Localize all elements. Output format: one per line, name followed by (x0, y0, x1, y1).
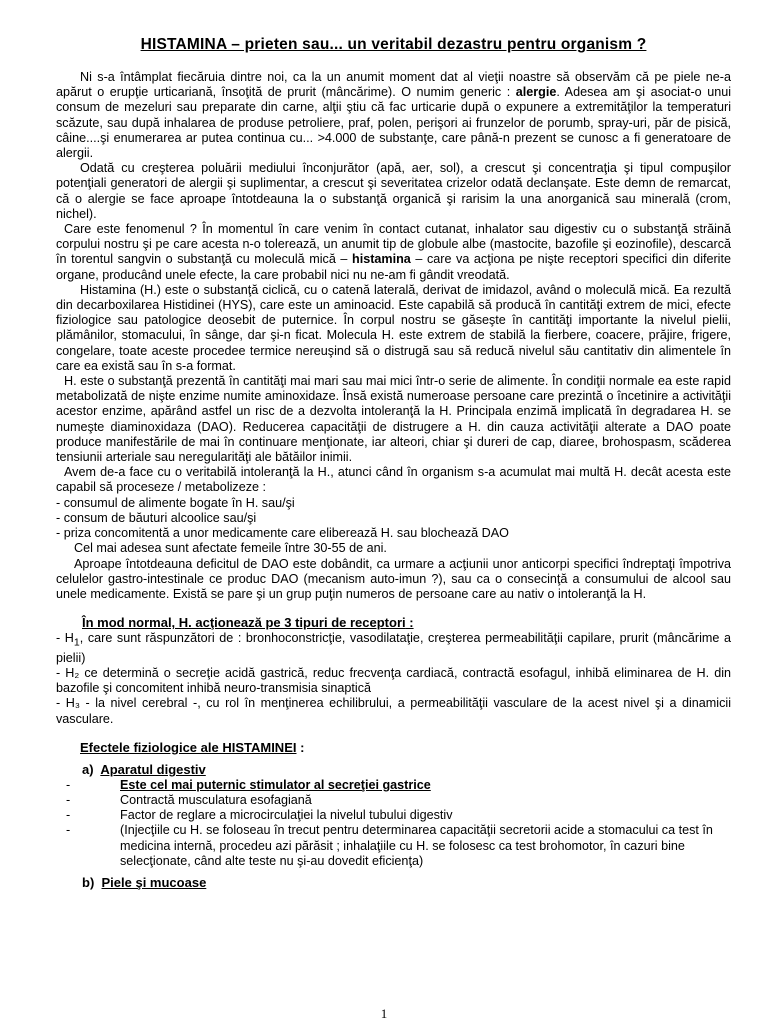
intro-paragraph-2: Odată cu creşterea poluării mediului înconjurător (apă, aer, sol), a crescut şi concentraţia şi tipul compuşilor potenţiali generatori de alergii şi suplimentar, a crescut şi severitatea crizelor odată declanşate. Este demn de remarcat, că o alergie se face aproape întotdeauna la o substanţă organică şi rarisim la una anorganică sau minerală (crom, nichel). (56, 161, 731, 221)
histamina-term: histamina (352, 252, 411, 267)
list-item (56, 823, 731, 869)
subsection-a-letter: a) (82, 761, 94, 777)
list-item-text: Contractă musculatura esofagiană (120, 793, 312, 808)
effects-heading (80, 740, 731, 756)
document-page (56, 36, 731, 891)
receptor-h1-text: , care sunt răspunzători de : bronhoconstricţie, vasodilataţie, creşterea permeabilităţii capilare, prurit (mâncărime a pielii) (56, 631, 731, 665)
subsection-b-title: Piele şi mucoase (101, 875, 207, 891)
spacer (56, 727, 731, 740)
list-item-text: (Injecţiile cu H. se foloseau în trecut pentru determinarea capacităţii secretorii acide a stomacului ca test în medicina internă, procedeu azi părăsit ; inhalaţiile cu H. se folosesc ca test brohomotor, în cazuri bine selecţionate, când alte teste nu şi-au dovedit eficienţa) (120, 823, 713, 868)
intro-paragraph-4: Histamina (H.) este o substanţă ciclică, cu o catenă laterală, derivat de imidazol, având o moleculă mică. Ea rezultă din decarboxilarea Histidinei (HYS), care este un aminoacid. Este capabilă să producă în cantităţi extrem de mici, efecte fiziologice sau patologice deosebit de puternice. În corpul nostru se găseşte în cantităţi importante la nivelul pielii, plămânilor, stomacului, în sânge, dar şi-n ficat. Molecula H. este extrem de stabilă la fierbere, coacere, prăjire, frigere, congelare, toate aceste procedee termice nereuşind să o distrugă sau să reducă nivelul său cantitativ din alimentele în care ea există sau în s-a format. (56, 282, 731, 373)
receptor-h1-prefix: - H (56, 631, 74, 646)
subsection-a-heading (82, 762, 731, 778)
intro-paragraph-5: H. este o substanţă prezentă în cantităţi mai mari sau mai mici într-o serie de alimente. În condiţii normale ea este rapid metabolizată de nişte enzime numite aminoxidaze. Însă există numeroase persoane care prezintă o încetinire a activităţii acestor enzime, apărând astfel un risc de a dezvolta intoleranţă la H. Principala enzimă implicată în degradarea H. se numeşte diaminoxidaza (DAO). Reducerea capacităţii de distrugere a H. din cauza activităţii alterate a DAO poate produce manifestările de mai în continuare menţionate, iar alteori, chiar şi dureri de cap, diaree, brohospasm, scăderea tensiunii arteriale sau neregularităţi ale bătăilor inimii. (56, 374, 731, 465)
list-item-text: Factor de reglare a microcirculaţiei la nivelul tubului digestiv (120, 808, 453, 823)
intro-paragraph-6: Avem de-a face cu o veritabilă intoleranţă la H., atunci când în organism s-a acumulat mai multă H. decât acesta este capabil să proceseze / metabolizeze : (56, 465, 731, 495)
receptors-heading-text: În mod normal, H. acţionează pe 3 tipuri de receptori (82, 615, 406, 631)
effects-heading-colon: : (296, 739, 305, 755)
page-title: HISTAMINA – prieten sau... un veritabil dezastru pentru organism ? (140, 36, 647, 53)
intro-paragraph-3 (56, 222, 731, 283)
bullet-item-3: - priza concomitentă a unor medicamente care eliberează H. sau blochează DAO (56, 526, 509, 541)
intro-p3-text-start: Care este fenomenul ? În momentul în care venim în contact cutanat, inhalator sau digestiv cu o substanţă străină corpului nostru şi pe care acesta n-o tolerează, un anumit tip de globule albe (mastocite, bazofile şi eozinofile), descarcă în torentul sangvin o substanţă cu moleculă mică – (56, 222, 731, 267)
subsection-a-title: Aparatul digestiv (100, 761, 206, 777)
subsection-b-letter: b) (82, 875, 95, 891)
receptors-heading (82, 615, 731, 631)
receptor-h1 (56, 631, 731, 666)
list-item (56, 778, 731, 793)
intro-paragraph-7: Cel mai adesea sunt afectate femeile între 30-55 de ani. (74, 541, 387, 556)
list-item-text: Este cel mai puternic stimulator al secreţiei gastrice (120, 777, 431, 792)
receptors-heading-colon: : (405, 615, 414, 631)
intro-paragraph-8: Aproape întotdeauna deficitul de DAO este dobândit, ca urmare a acţiunii unor anticorpi specifici îndreptaţi împotriva celulelor gastro-intestinale ce produc DAO (mecanism auto-imun ?), sau ca o consecinţă a consumului de alcool sau unele medicamente. Există se pare şi un grup puţin numeros de persoane care au nativ o intoleranţă la H. (56, 556, 731, 601)
list-dash: - (66, 823, 71, 838)
digestive-effects-list (56, 778, 731, 869)
effects-heading-text: Efectele fiziologice ale HISTAMINEI (80, 739, 297, 755)
receptor-h3: - H₃ - la nivel cerebral -, cu rol în menţinerea echilibrului, a permeabilităţii vasculare de la acest nivel şi a dinamicii vasculare. (56, 696, 731, 726)
receptor-h1-subscript: 1 (73, 636, 80, 649)
intro-p1-text-start: Ni s-a întâmplat fiecăruia dintre noi, ca la un anumit moment dat al vieţii noastre să observăm că pe piele ne-a apărut o erupţie urticariană, însoţită de prurit (mâncărime). O numim generic : (56, 70, 731, 100)
subsection-b-heading (82, 875, 731, 891)
list-dash: - (66, 793, 71, 808)
intro-paragraph-1 (56, 70, 731, 161)
intro-p3-text-end: – care va acţiona pe nişte receptori specifici din diferite organe, producând unele efecte, la care probabil nici nu ne-am fi gândit vreodată. (56, 252, 731, 282)
bullet-item-1: - consumul de alimente bogate în H. sau/şi (56, 495, 295, 510)
receptor-h2: - H₂ ce determină o secreţie acidă gastrică, reduc frecvenţa cardiacă, contractă esofagul, inhibă eliminarea de H. din bazofile şi concomitent inhibă neuro-transmisia sinaptică (56, 666, 731, 696)
list-dash: - (66, 808, 71, 823)
bullet-item-2: - consum de băuturi alcoolice sau/şi (56, 510, 257, 525)
page-number: 1 (380, 1006, 388, 1021)
intro-p1-text-end: . Adesea am şi asociat-o unui consum de mezeluri sau preparate din carne, alţii ştiu că fac urticarie după o expunere a extremităţilor la temperaturi scăzute, sau după inhalarea de produse petroliere, praf, polen, perişori ai frunzelor de porumb, spray-uri, păr de pisică, câine....şi enumerarea ar putea continua cu... >4.000 de substanţe, care până-n prezent se cunosc a fi generatoare de alergii. (56, 85, 732, 161)
list-item (56, 808, 731, 823)
alergie-term: alergie (515, 85, 557, 100)
list-item (56, 793, 731, 808)
list-dash: - (66, 777, 71, 792)
spacer (56, 602, 731, 615)
